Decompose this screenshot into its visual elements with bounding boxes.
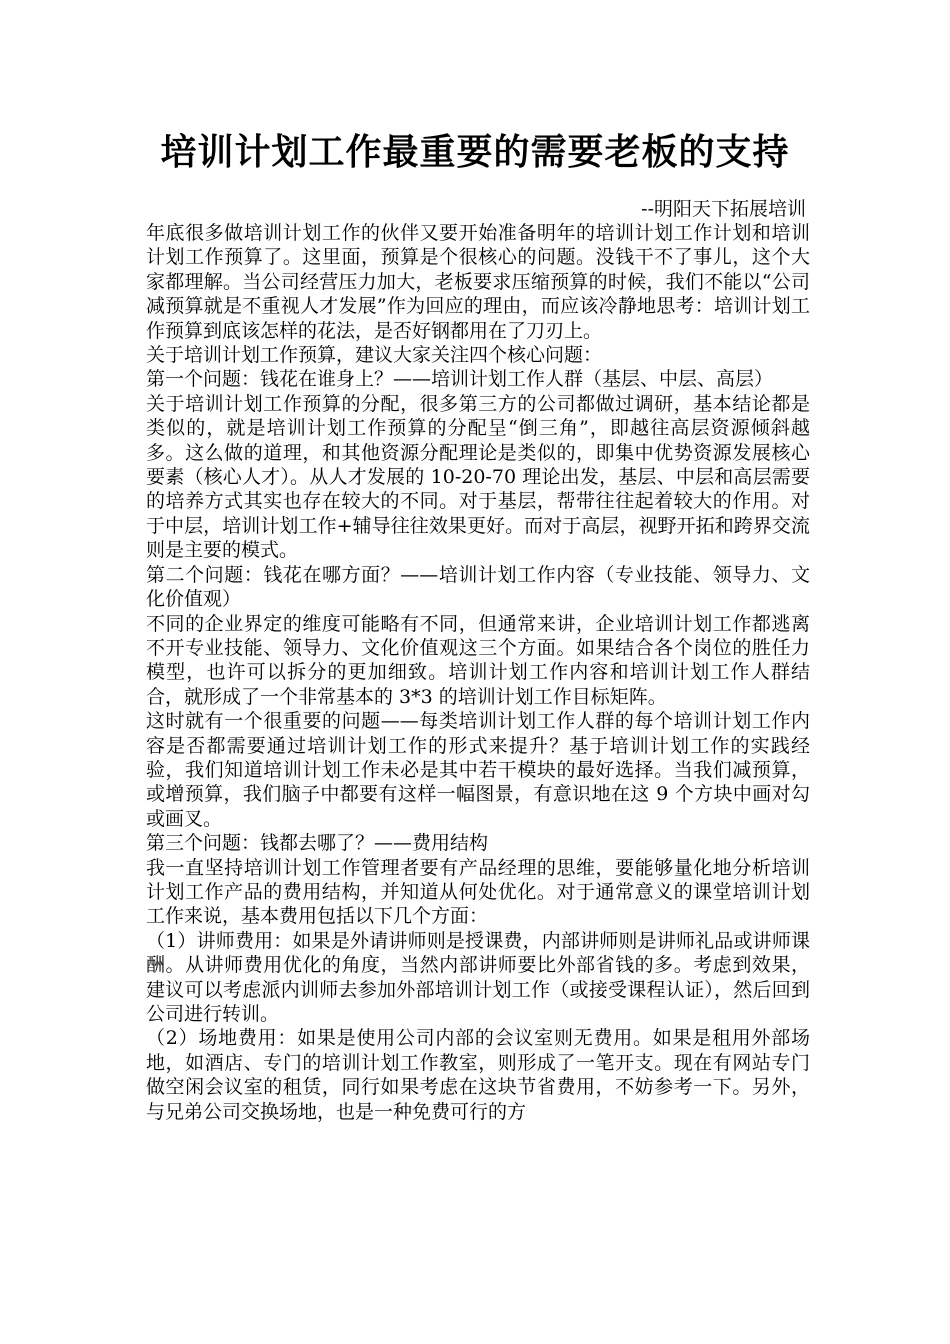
paragraph: 年底很多做培训计划工作的伙伴又要开始准备明年的培训计划工作计划和培训计划工作预算了。这里面，预算是个很核心的问题。没钱干不了事儿，这个大家都理解。当公司经营压力加大，老板要求压缩预算的时候，我们不能以“公司减预算就是不重视人才发展”作为回应的理由，而应该冷静地思考：培训计划工作预算到底该怎样的花法，是否好钢都用在了刀刃上。 (146, 222, 810, 342)
document-byline: --明阳天下拓展培训 (641, 198, 806, 220)
paragraph: （1）讲师费用：如果是外请讲师则是授课费，内部讲师则是讲师礼品或讲师课酬。从讲师费用优化的角度，当然内部讲师要比外部省钱的多。考虑到效果，建议可以考虑派内训师去参加外部培训计划工作（或接受课程认证），然后回到公司进行转训。 (146, 929, 810, 1025)
paragraph: 第一个问题：钱花在谁身上？——培训计划工作人群（基层、中层、高层） (146, 368, 774, 391)
paragraph: 关于培训计划工作预算的分配，很多第三方的公司都做过调研，基本结论都是类似的，就是培训计划工作预算的分配呈“倒三角”，即越往高层资源倾斜越多。这么做的道理，和其他资源分配理论是类似的，即集中优势资源发展核心要素（核心人才）。从人才发展的 10-20-70 理论出发，基层、中层和高层需要的培养方式其实也存在较大的不同。对于基层，帮带往往起着较大的作用。对于中层，培训计划工作+辅导往往效果更好。而对于高层，视野开拓和跨界交流则是主要的模式。 (146, 392, 810, 562)
paragraph: 第三个问题：钱都去哪了？——费用结构 (146, 832, 489, 855)
document-title: 培训计划工作最重要的需要老板的支持 (160, 131, 790, 173)
paragraph: 关于培训计划工作预算，建议大家关注四个核心问题： (146, 344, 603, 367)
paragraph: 我一直坚持培训计划工作管理者要有产品经理的思维，要能够量化地分析培训计划工作产品的费用结构，并知道从何处优化。对于通常意义的课堂培训计划工作来说，基本费用包括以下几个方面： (146, 856, 810, 928)
document-body (146, 221, 810, 1124)
paragraph: （2）场地费用：如果是使用公司内部的会议室则无费用。如果是租用外部场地，如酒店、专门的培训计划工作教室，则形成了一笔开支。现在有网站专门做空闲会议室的租赁，同行如果考虑在这块节省费用，不妨参考一下。另外，与兄弟公司交换场地，也是一种免费可行的方 (146, 1027, 810, 1123)
paragraph: 这时就有一个很重要的问题——每类培训计划工作人群的每个培训计划工作内容是否都需要通过培训计划工作的形式来提升？基于培训计划工作的实践经验，我们知道培训计划工作未必是其中若干模块的最好选择。当我们减预算，或增预算，我们脑子中都要有这样一幅图景，有意识地在这 9 个方块中画对勾或画叉。 (146, 710, 810, 830)
paragraph: 第二个问题：钱花在哪方面？——培训计划工作内容（专业技能、领导力、文化价值观） (146, 563, 810, 611)
paragraph: 不同的企业界定的维度可能略有不同，但通常来讲，企业培训计划工作都逃离不开专业技能、领导力、文化价值观这三个方面。如果结合各个岗位的胜任力模型，也许可以拆分的更加细致。培训计划工作内容和培训计划工作人群结合，就形成了一个非常基本的 3*3 的培训计划工作目标矩阵。 (146, 612, 810, 708)
